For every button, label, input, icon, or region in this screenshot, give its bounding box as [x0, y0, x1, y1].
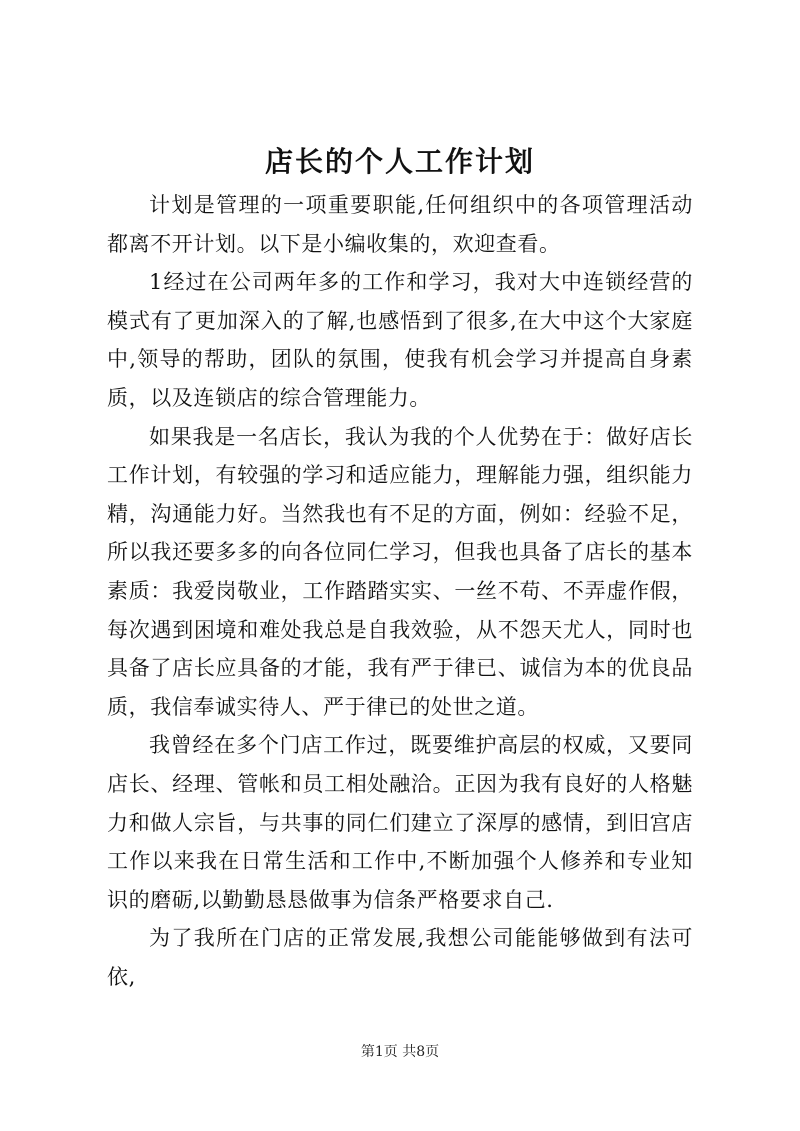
- document-title: 店长的个人工作计划: [264, 145, 535, 178]
- paragraph-strengths: 如果我是一名店长，我认为我的个人优势在于：做好店长工作计划，有较强的学习和适应能力，理解能力强，组织能力精，沟通能力好。当然我也有不足的方面，例如：经验不足，所以我还要多多的向各位同仁学习，但我也具备了店长的基本素质：我爱岗敬业，工作踏踏实实、一丝不苟、不弄虚作假，每次遇到困境和难处我总是自我效验，从不怨天尤人，同时也具备了店长应具备的才能，我有严于律已、诚信为本的优良品质，我信奉诚实待人、严于律已的处世之道。: [107, 424, 693, 719]
- paragraph-stores: 我曾经在多个门店工作过，既要维护高层的权威，又要同店长、经理、管帐和员工相处融洽。正因为我有良好的人格魅力和做人宗旨，与共事的同仁们建立了深厚的感情，到旧宫店工作以来我在日常生活和工作中,不断加强个人修养和专业知识的磨砺,以勤勤恳恳做事为信条严格要求自己.: [107, 733, 693, 912]
- document-body: [107, 186, 693, 996]
- paragraph-development: 为了我所在门店的正常发展,我想公司能能够做到有法可依,: [107, 926, 693, 989]
- paragraph-intro: 计划是管理的一项重要职能,任何组织中的各项管理活动都离不开计划。以下是小编收集的，欢迎查看。: [107, 193, 693, 256]
- page-footer: 第1页 共8页: [360, 1044, 440, 1060]
- paragraph-experience: 1经过在公司两年多的工作和学习，我对大中连锁经营的模式有了更加深入的了解,也感悟到了很多,在大中这个大家庭中,领导的帮助，团队的氛围，使我有机会学习并提高自身素质，以及连锁店的综合管理能力。: [107, 270, 693, 410]
